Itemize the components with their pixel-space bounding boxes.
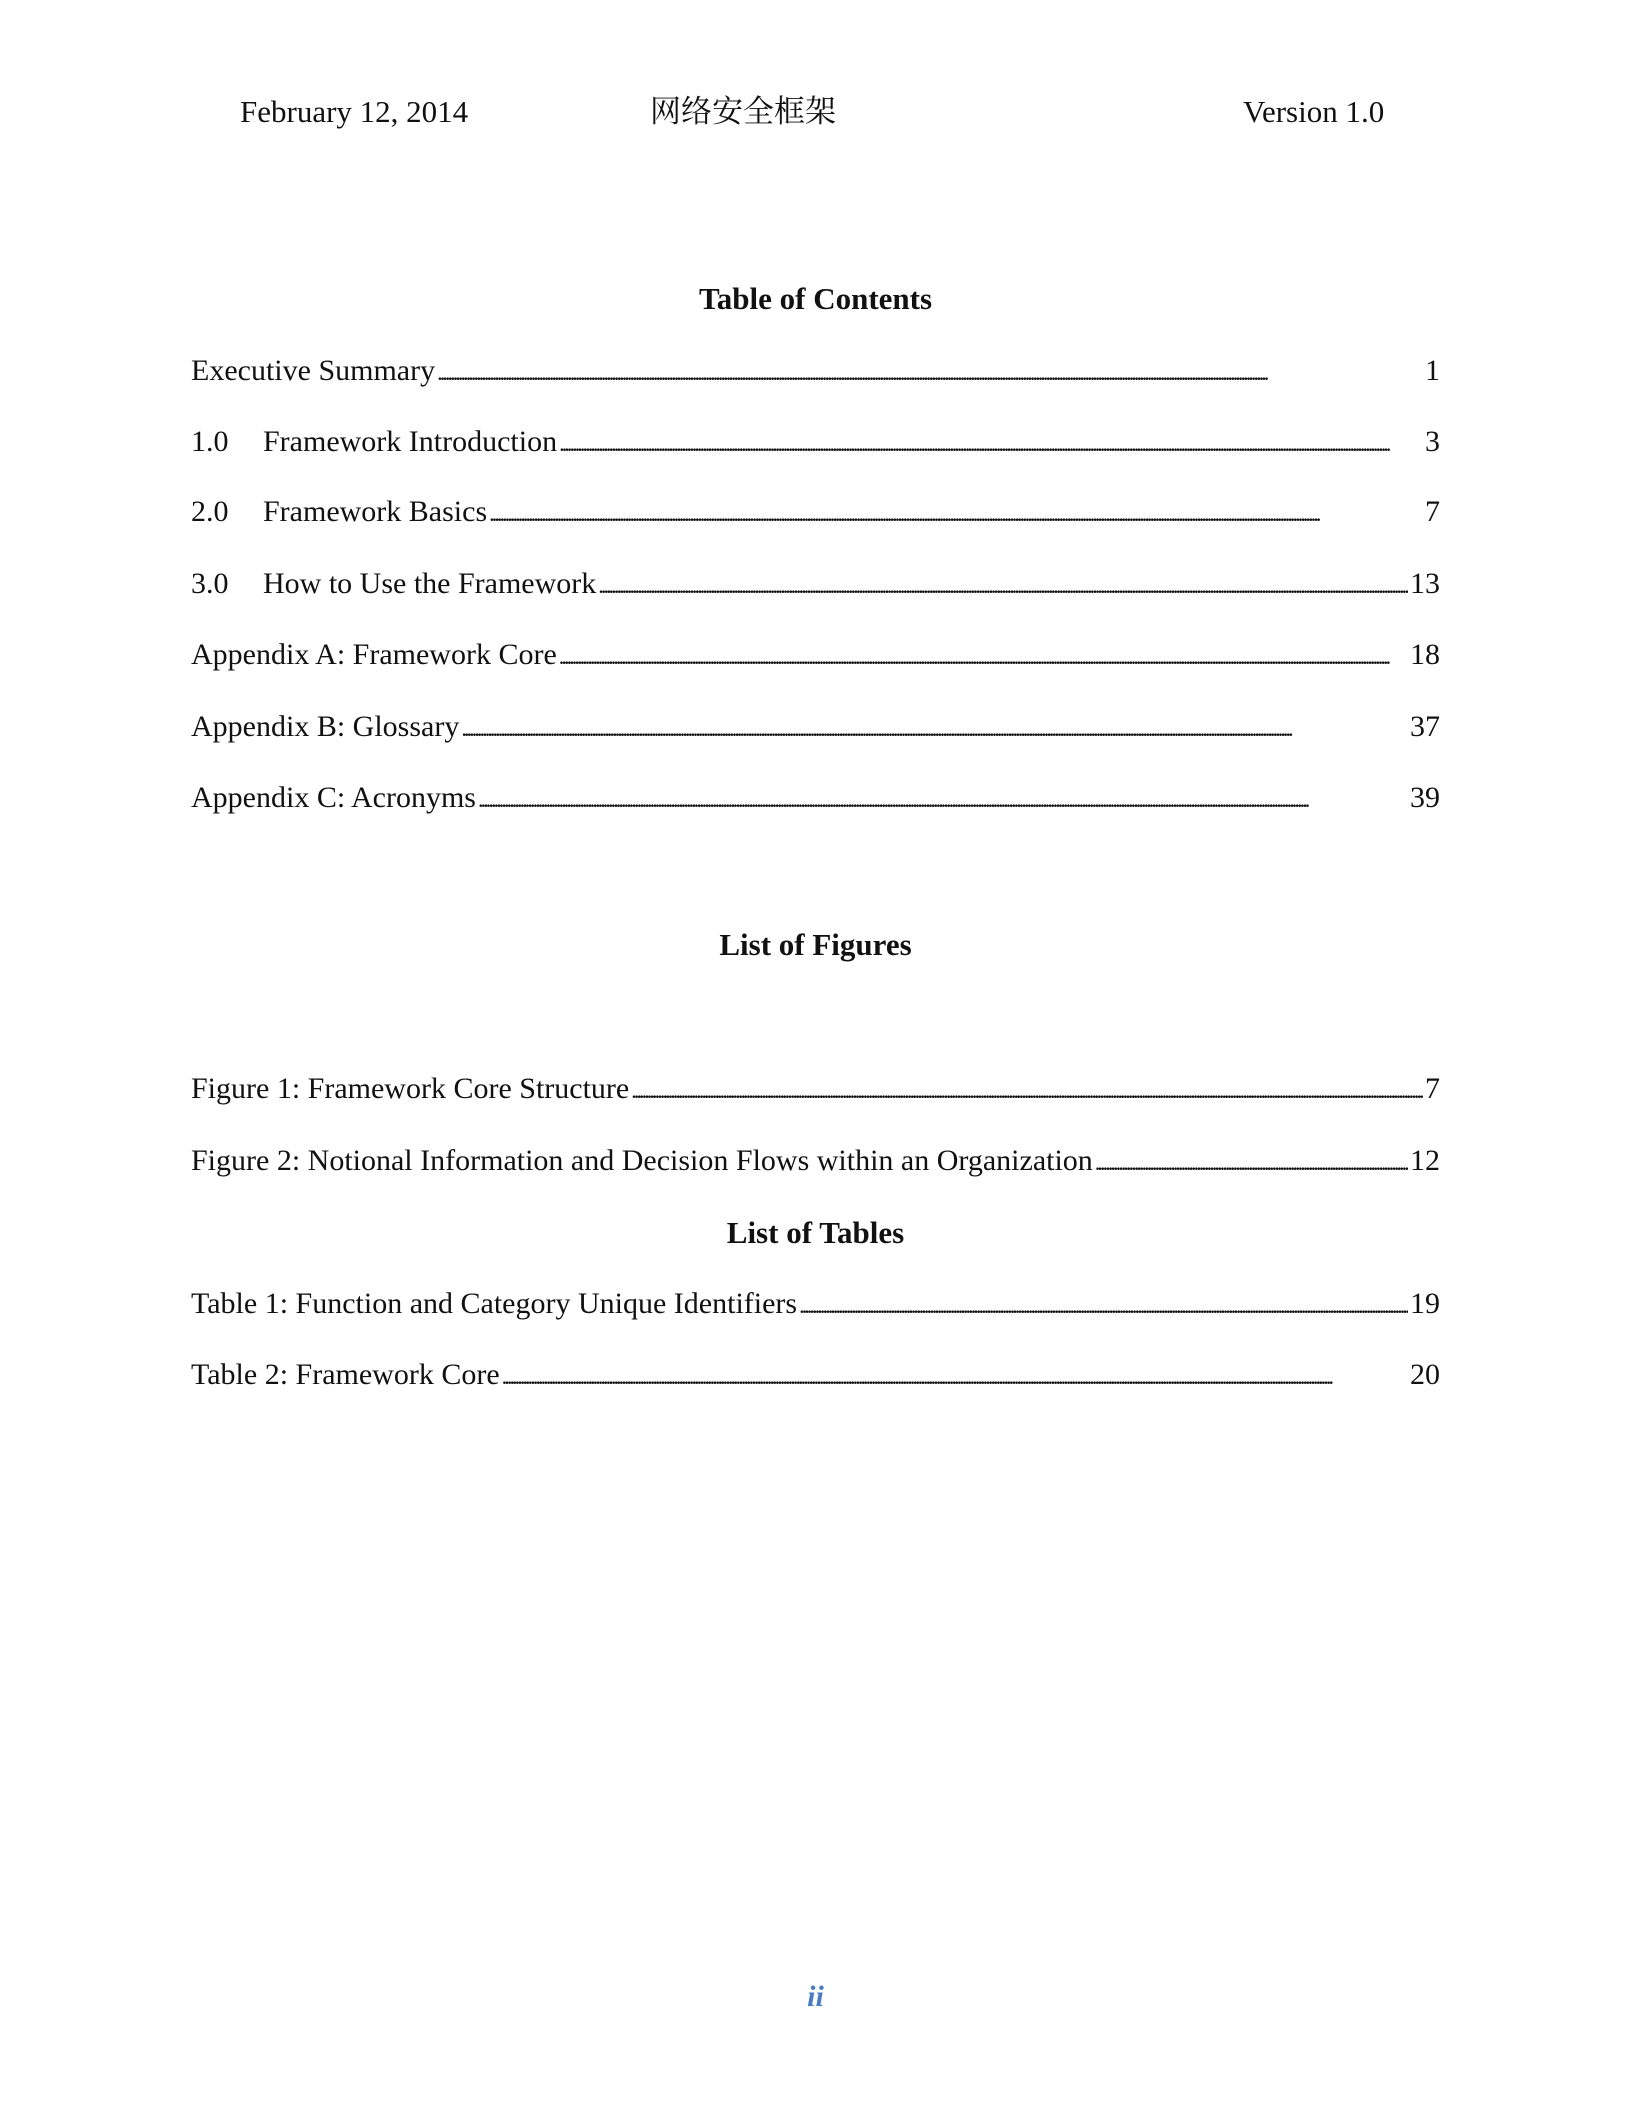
dot-leader bbox=[461, 707, 1408, 749]
dot-leader bbox=[1095, 1141, 1408, 1183]
dot-leader bbox=[799, 1284, 1408, 1326]
figure-entry[interactable] bbox=[191, 1141, 1440, 1183]
entry-page: 37 bbox=[1410, 710, 1440, 743]
entry-label: Appendix B: Glossary bbox=[191, 710, 460, 743]
entry-label: Appendix C: Acronyms bbox=[191, 781, 476, 814]
entry-page: 7 bbox=[1425, 495, 1440, 528]
entry-page: 12 bbox=[1410, 1144, 1440, 1177]
entry-number: 2.0 bbox=[191, 495, 229, 528]
entry-page: 39 bbox=[1410, 781, 1440, 814]
dot-leader bbox=[559, 422, 1423, 464]
dot-leader bbox=[631, 1069, 1423, 1111]
dot-leader bbox=[478, 778, 1408, 820]
entry-label: Executive Summary bbox=[191, 354, 436, 387]
toc-entry[interactable] bbox=[191, 707, 1440, 749]
entry-label: Table 2: Framework Core bbox=[191, 1358, 500, 1391]
entry-label: How to Use the Framework bbox=[263, 567, 597, 600]
entry-number: 3.0 bbox=[191, 567, 229, 600]
header-date: February 12, 2014 bbox=[240, 94, 469, 129]
dot-leader bbox=[559, 635, 1408, 677]
dot-leader bbox=[437, 351, 1423, 393]
table-entry[interactable] bbox=[191, 1355, 1440, 1397]
header-version: Version 1.0 bbox=[1243, 94, 1385, 129]
figures-title: List of Figures bbox=[719, 927, 912, 962]
header-title: 网络安全框架 bbox=[650, 94, 836, 129]
figure-entry[interactable] bbox=[191, 1069, 1440, 1111]
tables-title: List of Tables bbox=[726, 1215, 905, 1250]
entry-page: 1 bbox=[1425, 354, 1440, 387]
toc-entry[interactable] bbox=[191, 778, 1440, 820]
dot-leader bbox=[502, 1355, 1408, 1397]
entry-label: Figure 1: Framework Core Structure bbox=[191, 1072, 630, 1105]
entry-page: 20 bbox=[1410, 1358, 1440, 1391]
entry-label: Framework Introduction bbox=[263, 425, 558, 458]
toc-entry[interactable] bbox=[191, 635, 1440, 677]
entry-label: Framework Basics bbox=[263, 495, 488, 528]
table-entry[interactable] bbox=[191, 1284, 1440, 1326]
entry-page: 18 bbox=[1410, 638, 1440, 671]
toc-entry[interactable] bbox=[191, 564, 1440, 606]
toc-entry[interactable] bbox=[191, 422, 1440, 464]
entry-page: 7 bbox=[1425, 1072, 1440, 1105]
toc-entry[interactable] bbox=[191, 492, 1440, 534]
entry-number: 1.0 bbox=[191, 425, 229, 458]
toc-title: Table of Contents bbox=[698, 281, 933, 316]
entry-page: 19 bbox=[1410, 1287, 1440, 1320]
toc-entry[interactable] bbox=[191, 351, 1440, 393]
entry-page: 13 bbox=[1410, 567, 1440, 600]
page-number: ii bbox=[807, 1980, 824, 2013]
entry-label: Table 1: Function and Category Unique Identifiers bbox=[191, 1287, 798, 1320]
dot-leader bbox=[489, 492, 1423, 534]
entry-label: Figure 2: Notional Information and Decision Flows within an Organization bbox=[191, 1144, 1093, 1177]
entry-page: 3 bbox=[1425, 425, 1440, 458]
dot-leader bbox=[598, 564, 1408, 606]
entry-label: Appendix A: Framework Core bbox=[191, 638, 557, 671]
